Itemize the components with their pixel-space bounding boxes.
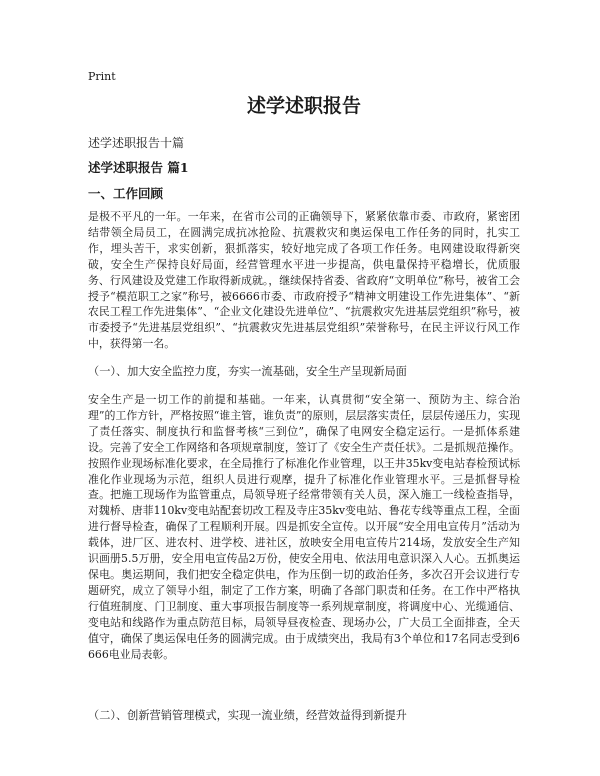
document-title: 述学述职报告 <box>246 95 361 117</box>
section-heading: 述学述职报告 篇1 <box>88 160 189 175</box>
item-heading-marketing: （二）、创新营销管理模式，实现一流业绩，经营效益得到新提升 <box>88 709 407 722</box>
item-heading-safety: （一）、加大安全监控力度，夯实一流基础，安全生产呈现新局面 <box>88 365 407 378</box>
paragraph-safety: 安全生产是一切工作的前提和基础。一年来，认真贯彻“安全第一、预防为主、综合治理”的工作方针，严格按照“谁主管，谁负责”的原则，层层落实责任，层层传递压力，实现了责任落实、制度执行和监督考核“三到位”，确保了电网安全稳定运行。一是抓体系建设。完善了安全工作网络和各项规章制度，签订了《安全生产责任状》。二是抓规范操作。按照作业现场标准化要求，在全局推行了标准化作业管理，以王井35kv变电站春检预试标准化作业现场为示范，组织人员进行观摩，提升了标准化作业管理水平。三是抓督导检查。把施工现场作为监管重点，局领导班子经常带领有关人员，深入施工一线检查指导，对魏桥、唐菲110kv变电站配套切改工程及寺庄35kv变电站、鲁花专线等重点工程，全面进行督导检查，确保了工程顺利开展。四是抓安全宣传。以开展“安全用电宣传月”活动为载体，进厂区、进农村、进学校、进社区，放映安全用电宣传片214场，发放安全生产知识画册5.5万册，安全用电宣传品2万份，使安全用电、依法用电意识深入人心。五抓奥运保电。奥运期间，我们把安全稳定供电，作为压倒一切的政治任务，多次召开会议进行专题研究，成立了领导小组，制定了工作方案，明确了各部门职责和任务。在工作中严格执行值班制度、门卫制度、重大事项报告制度等一系列规章制度，将调度中心、光缆通信、变电站和线路作为重点防范目标，局领导昼夜检查、现场办公，广大员工全面排查，全天值守，确保了奥运保电任务的圆满完成。由于成绩突出，我局有3个单位和17名同志受到6666电业局表彰。 <box>88 393 520 661</box>
print-link[interactable]: Print <box>88 70 116 83</box>
paragraph-work-review: 是极不平凡的一年。一年来，在省市公司的正确领导下，紧紧依靠市委、市政府，紧密团结带领全局员工，在圆满完成抗冰抢险、抗震救灾和奥运保电工作任务的同时，扎实工作，埋头苦干，求实创新，狠抓落实，较好地完成了各项工作任务。电网建设取得新突破，安全生产保持良好局面，经营管理水平进一步提高，供电量保持平稳增长，优质服务、行风建设及党建工作取得新成就。，继续保持省委、省政府“文明单位”称号，被省工会授予“模范职工之家”称号，被6666市委、市政府授予“精神文明建设工作先进集体”、“新农民工程工作先进集体”、“企业文化建设先进单位”、“抗震救灾先进基层党组织”称号，被市委授予“先进基层党组织”、“抗震救灾先进基层党组织”荣誉称号，在民主评议行风工作中，获得第一名。 <box>88 210 520 351</box>
part-heading: 一、工作回顾 <box>88 186 164 201</box>
document-subtitle: 述学述职报告十篇 <box>88 136 185 150</box>
